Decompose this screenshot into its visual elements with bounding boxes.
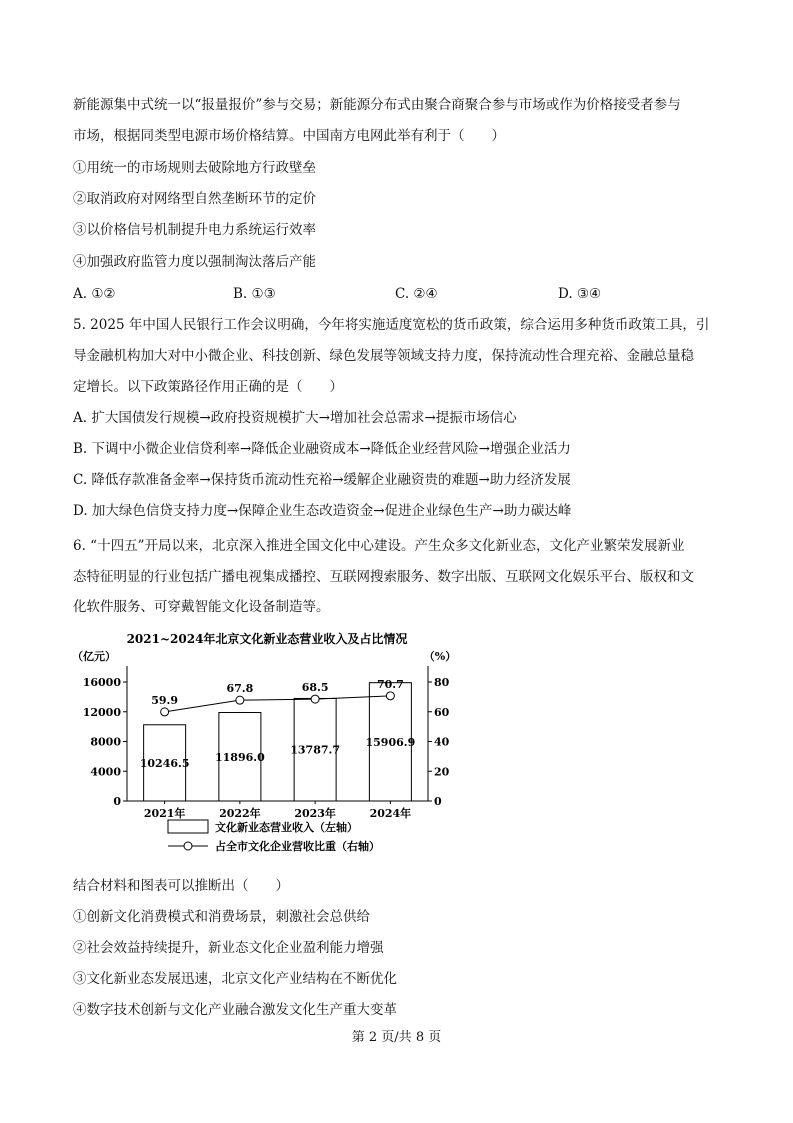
q4-option-a: A. ①②: [73, 286, 116, 302]
right-tick-label: 0: [434, 795, 442, 808]
q6-stem-line-1: 6. “十四五”开局以来，北京深入推进全国文化中心建设。产生众多文化新业态，文化产业繁荣发展新业: [73, 538, 685, 554]
q5-option-c: C. 降低存款准备金率→保持货币流动性充裕→缓解企业融资贵的难题→助力经济发展: [73, 472, 571, 488]
share-point: [236, 696, 244, 704]
q6-statement-1: ①创新文化消费模式和消费场景，刺激社会总供给: [73, 909, 370, 925]
q5-stem-line-1: 5. 2025 年中国人民银行工作会议明确，今年将实施适度宽松的货币政策，综合运用多种货币政策工具，引: [73, 317, 710, 333]
chart-right-axis-unit: （%）: [423, 650, 457, 663]
q4-option-b: B. ①③: [233, 286, 276, 302]
q5-option-d: D. 加大绿色信贷支持力度→保障企业生态改造资金→促进企业绿色生产→助力碳达峰: [73, 503, 572, 519]
legend-bar-swatch: [168, 820, 208, 833]
right-tick-label: 20: [434, 765, 450, 779]
chart-title: 2021~2024年北京文化新业态营业收入及占比情况: [126, 632, 408, 646]
chart-plot-area: [83, 666, 450, 820]
q4-statement-3: ③以价格信号机制提升电力系统运行效率: [73, 222, 316, 238]
chart-left-axis-unit: （亿元）: [72, 650, 116, 663]
q4-statement-1: ①用统一的市场规则去破除地方行政壁垒: [73, 160, 316, 176]
legend-line-label: 占全市文化企业营收比重（右轴）: [215, 840, 380, 853]
q4-stem-line-2: 市场，根据同类型电源市场价格结算。中国南方电网此举有利于（ ）: [73, 128, 505, 144]
revenue-bar-label: 15906.9: [365, 735, 416, 749]
q4-option-d: D. ③④: [558, 286, 602, 302]
q6-statement-4: ④数字技术创新与文化产业融合激发文化生产重大变革: [73, 1002, 397, 1018]
q6-stem-line-2: 态特征明显的行业包括广播电视集成播控、互联网搜索服务、数字出版、互联网文化娱乐平台、版权和文: [73, 569, 694, 585]
revenue-chart: [70, 628, 470, 860]
q5-stem-line-3: 定增长。以下政策路径作用正确的是（ ）: [73, 379, 343, 395]
share-point-label: 68.5: [301, 681, 329, 695]
q6-statement-3: ③文化新业态发展迅速，北京文化产业结构在不断优化: [73, 971, 397, 987]
left-tick-label: 8000: [90, 735, 121, 749]
share-point: [311, 695, 319, 703]
q6-statement-2: ②社会效益持续提升，新业态文化企业盈利能力增强: [73, 940, 384, 956]
q5-option-b: B. 下调中小微企业信贷利率→降低企业融资成本→降低企业经营风险→增强企业活力: [73, 441, 571, 457]
right-tick-label: 60: [434, 705, 450, 719]
q6-stem-line-3: 化软件服务、可穿戴智能文化设备制造等。: [73, 599, 330, 615]
q5-stem-line-2: 导金融机构加大对中小微企业、科技创新、绿色发展等领域支持力度，保持流动性合理充裕、金融总量稳: [73, 348, 694, 364]
revenue-bar-label: 13787.7: [290, 743, 341, 757]
legend-line-marker: [184, 842, 192, 850]
share-point-label: 70.7: [376, 677, 404, 691]
share-point-label: 59.9: [151, 693, 179, 707]
q4-statement-4: ④加强政府监管力度以强制淘汰落后产能: [73, 254, 316, 270]
revenue-bar-label: 11896.0: [214, 750, 265, 764]
share-point-label: 67.8: [226, 682, 254, 696]
q4-option-c: C. ②④: [395, 286, 438, 302]
revenue-bar-label: 10246.5: [139, 756, 190, 770]
x-category-label: 2024年: [369, 807, 412, 820]
q6-question: 结合材料和图表可以推断出（ ）: [73, 878, 289, 894]
q4-statement-2: ②取消政府对网络型自然垄断环节的定价: [73, 191, 316, 207]
share-line: [165, 696, 391, 712]
left-tick-label: 4000: [90, 765, 121, 779]
right-tick-label: 40: [434, 735, 450, 749]
left-tick-label: 12000: [82, 705, 121, 719]
right-tick-label: 80: [434, 676, 450, 689]
share-point: [386, 692, 394, 700]
legend-bar-label: 文化新业态营业收入（左轴）: [215, 821, 358, 834]
share-point: [161, 708, 169, 716]
x-category-label: 2022年: [219, 807, 261, 820]
x-category-label: 2023年: [294, 807, 336, 820]
page-footer: 第 2 页/共 8 页: [351, 1030, 442, 1045]
left-tick-label: 16000: [82, 676, 121, 689]
left-tick-label: 0: [113, 795, 121, 808]
q5-option-a: A. 扩大国债发行规模→政府投资规模扩大→增加社会总需求→提振市场信心: [73, 410, 517, 426]
q4-stem-line-1: 新能源集中式统一以“报量报价”参与交易；新能源分布式由聚合商聚合参与市场或作为价格接受者参与: [73, 97, 681, 113]
x-category-label: 2021年: [143, 807, 186, 820]
